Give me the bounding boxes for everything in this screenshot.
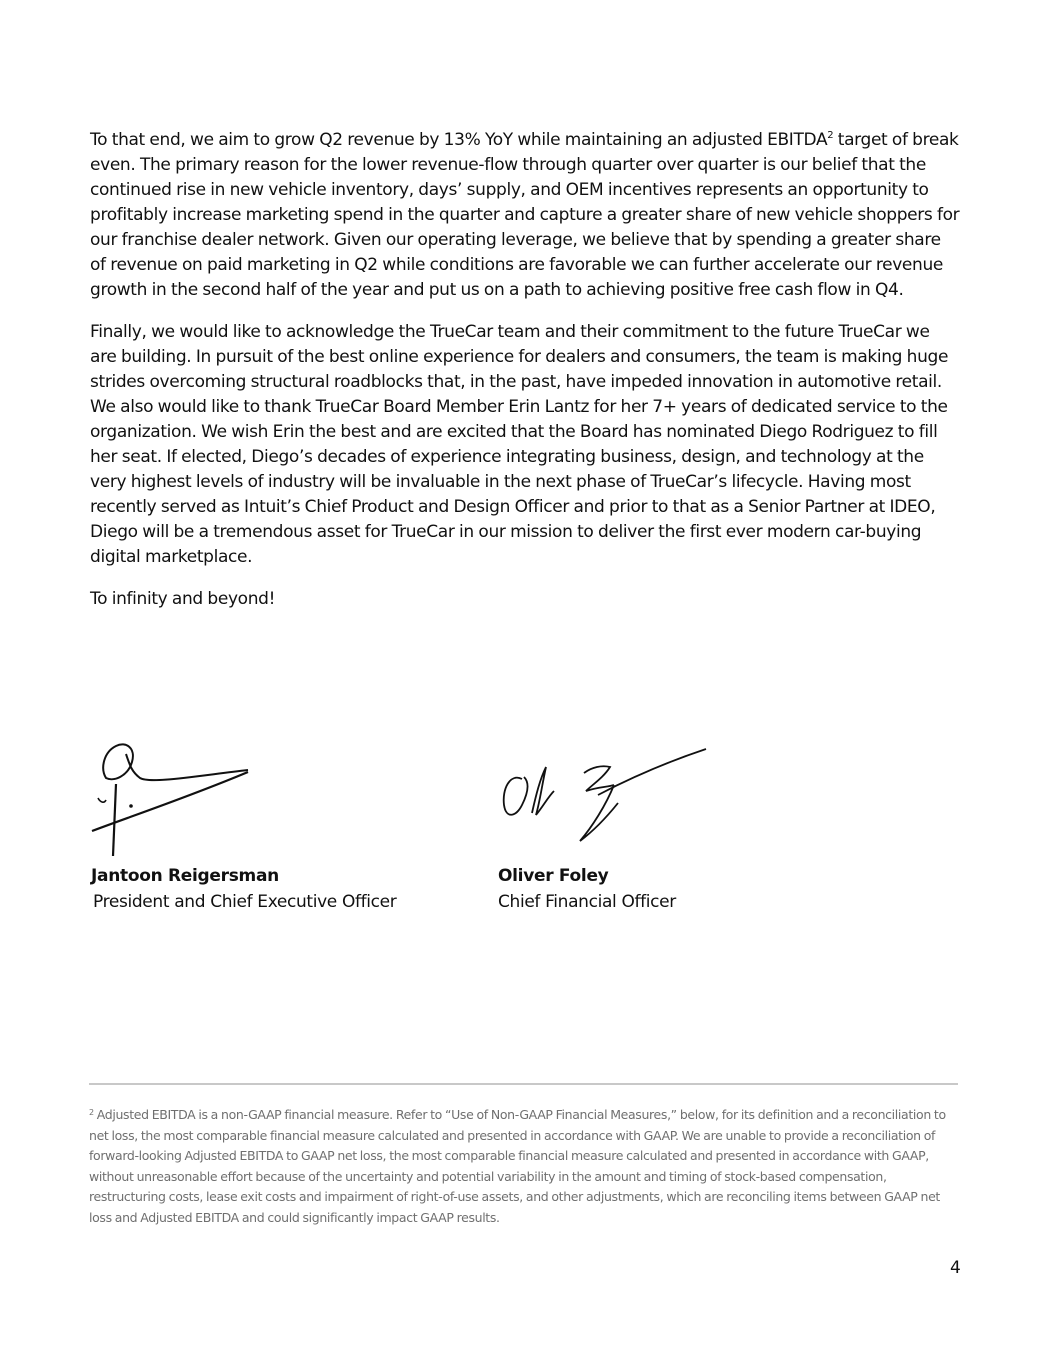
paragraph-acknowledgement: Finally, we would like to acknowledge the TrueCar team and their commitment to the future TrueCar we are building. In pursuit of the best online experience for dealers and consumers, the team is making huge strides overcoming structural roadblocks that, in the past, have impeded innovation in automotive retail. We also would like to thank TrueCar Board Member Erin Lantz for her 7+ years of dedicated service to the organization. We wish Erin the best and are excited that the Board has nominated Diego Rodriguez to fill her seat. If elected, Diego’s decades of experience integrating business, design, and technology at the very highest levels of industry will be invaluable in the next phase of TrueCar’s lifecycle. Having most recently served as Intuit’s Chief Product and Design Officer and prior to that as a Senior Partner at IDEO, Diego will be a tremendous asset for TrueCar in our mission to deliver the first ever modern car-buying digital marketplace. (90, 322, 949, 567)
footnote-reference: 2 (827, 130, 834, 141)
footnote-marker: 2 (89, 1108, 94, 1117)
ceo-title: President and Chief Executive Officer (93, 892, 397, 912)
ceo-name: Jantoon Reigersman (91, 866, 279, 886)
paragraph-outlook: To that end, we aim to grow Q2 revenue by 13% YoY while maintaining an adjusted EBITDA$^2$ target of break even. The primary reason for the lower revenue-flow through quarter over quarter is our belief that the continued rise in new vehicle inventory, days’ supply, and OEM incentives represents an opportunity to profitably increase marketing spend in the quarter and capture a greater share of new vehicle shoppers for our franchise dealer network. Given our operating leverage, we believe that by spending a greater share of revenue on paid marketing in Q2 while conditions are favorable we can further accelerate our revenue growth in the second half of the year and put us on a path to achieving positive free cash flow in Q4. (90, 130, 960, 300)
footnote-divider (89, 1083, 958, 1085)
ceo-signature (86, 738, 256, 863)
page-number: 4 (950, 1258, 961, 1278)
letter-body (90, 128, 960, 629)
cfo-name: Oliver Foley (498, 866, 609, 886)
footnote (89, 1105, 961, 1229)
cfo-signature (496, 745, 711, 850)
paragraph-closing: To infinity and beyond! (90, 589, 276, 609)
footnote-text: Adjusted EBITDA is a non-GAAP financial measure. Refer to “Use of Non-GAAP Financial Measures,” below, for its definition and a reconciliation to net loss, the most comparable financial measure calculated and presented in accordance with GAAP. We are unable to provide a reconciliation of forward-looking Adjusted EBITDA to GAAP net loss, the most comparable financial measure calculated and presented in accordance with GAAP, without unreasonable effort because of the uncertainty and potential variability in the amount and timing of stock-based compensation, restructuring costs, lease exit costs and impairment of right-of-use assets, and other adjustments, which are reconciling items between GAAP net loss and Adjusted EBITDA and could significantly impact GAAP results. (89, 1107, 946, 1225)
cfo-title: Chief Financial Officer (498, 892, 676, 912)
